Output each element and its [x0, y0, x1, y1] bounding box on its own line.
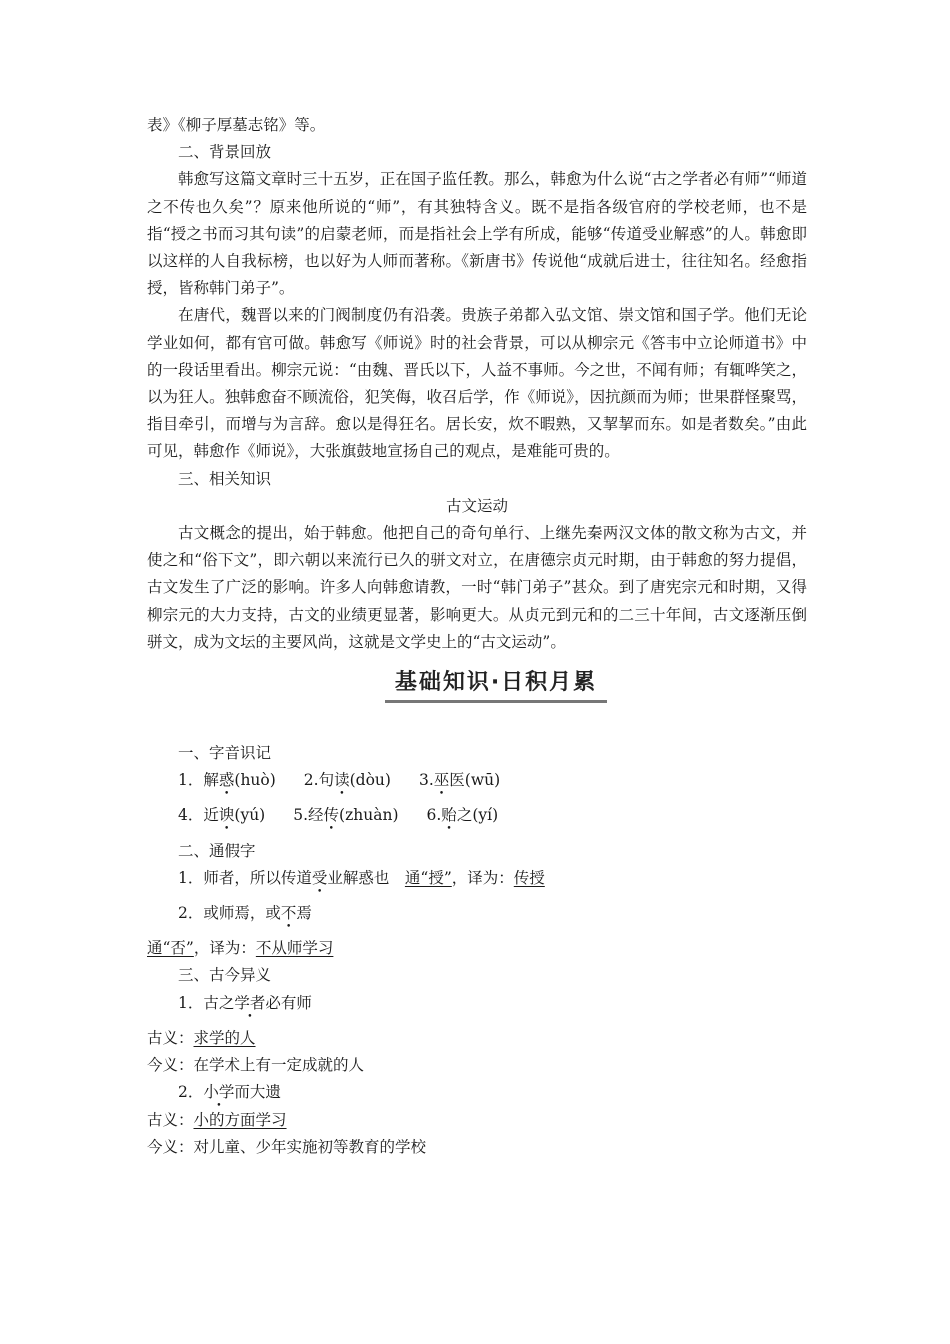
heading-tongjia: 二、通假字 — [178, 841, 256, 860]
gujin-item-1: 1．古之学者必有师 — [178, 993, 312, 1012]
gujin-item-2-new: 今义：对儿童、少年实施初等教育的学校 — [147, 1137, 427, 1156]
section-heading-knowledge: 三、相关知识 — [178, 469, 272, 488]
section-banner — [147, 662, 807, 712]
gujin-item-2: 2．小学而大遗 — [178, 1083, 281, 1102]
tongjia-item-2: 2．或师焉，或不焉 — [178, 904, 312, 923]
pronunciation-row-2 — [147, 802, 807, 829]
subsection-title: 古文运动 — [445, 496, 508, 515]
pronunciation-row-1 — [147, 767, 807, 794]
tongjia-item-2-answer: 通“否”，译为：不从师学习 — [147, 939, 334, 958]
guwen-paragraph: 古文概念的提出，始于韩愈。他把自己的奇句单行、上继先秦两汉文体的散文称为古文，并使之和“俗下文”，即六朝以来流行已久的骈文对立，在唐德宗贞元时期，由于韩愈的努力提倡，古文发生了广泛的影响。许多人向韩愈请教，一时“韩门弟子”甚众。到了唐宪宗元和时期，又得柳宗元的大力支持，古文的业绩更显著，影响更大。从贞元到元和的二三十年间，古文逐渐压倒骈文，成为文坛的主要风尚，这就是文学史上的“古文运动”。 — [147, 524, 807, 651]
gujin-item-1-old: 古义：求学的人 — [147, 1028, 256, 1047]
document-page — [147, 112, 807, 1161]
banner-frame — [385, 666, 607, 703]
gujin-item-2-old: 古义：小的方面学习 — [147, 1110, 287, 1129]
banner-title: 基础知识·日积月累 — [394, 670, 598, 696]
background-paragraph-2: 在唐代，魏晋以来的门阀制度仍有沿袭。贵族子弟都入弘文馆、崇文馆和国子学。他们无论学业如何，都有官可做。韩愈写《师说》时的社会背景，可以从柳宗元《答韦中立论师道书》中的一段话里看出。柳宗元说：“由魏、晋氏以下，人益不事师。今之世，不闻有师；有辄哗笑之，以为狂人。独韩愈奋不顾流俗，犯笑侮，收召后学，作《师说》，因抗颜而为师；世果群怪聚骂，指目牵引，而增与为言辞。愈以是得狂名。居长安，炊不暇熟，又挈挈而东。如是者数矣。”由此可见，韩愈作《师说》，大张旗鼓地宣扬自己的观点，是难能可贵的。 — [147, 306, 807, 461]
heading-pronunciation: 一、字音识记 — [178, 744, 272, 763]
pron-item: 1．解惑(huò) — [178, 771, 276, 790]
pron-item: 3.巫医(wū) — [418, 771, 501, 790]
pron-item: 5.经传(zhuàn) — [293, 806, 399, 825]
pron-item: 4．近谀(yú) — [178, 806, 266, 825]
tongjia-item-1: 1．师者，所以传道受业解惑也 通“授”，译为：传授 — [178, 868, 545, 887]
pron-item: 2.句读(dòu) — [303, 771, 391, 790]
section-heading-background: 二、背景回放 — [178, 143, 272, 162]
background-paragraph-1: 韩愈写这篇文章时三十五岁，正在国子监任教。那么，韩愈为什么说“古之学者必有师”“师道之不传也久矣”？原来他所说的“师”，有其独特含义。既不是指各级官府的学校老师，也不是指“授之书而习其句读”的启蒙老师，而是指社会上学有所成，能够“传道受业解惑”的人。韩愈即以这样的人自我标榜，也以好为人师而著称。《新唐书》传说他“成就后进士，往往知名。经愈指授，皆称韩门弟子”。 — [147, 170, 807, 298]
gujin-item-1-new: 今义：在学术上有一定成就的人 — [147, 1056, 365, 1075]
pron-item: 6.贻之(yí) — [426, 806, 499, 825]
intro-line: 表》《柳子厚墓志铭》等。 — [147, 116, 326, 134]
heading-gujin: 三、古今异义 — [178, 966, 272, 985]
